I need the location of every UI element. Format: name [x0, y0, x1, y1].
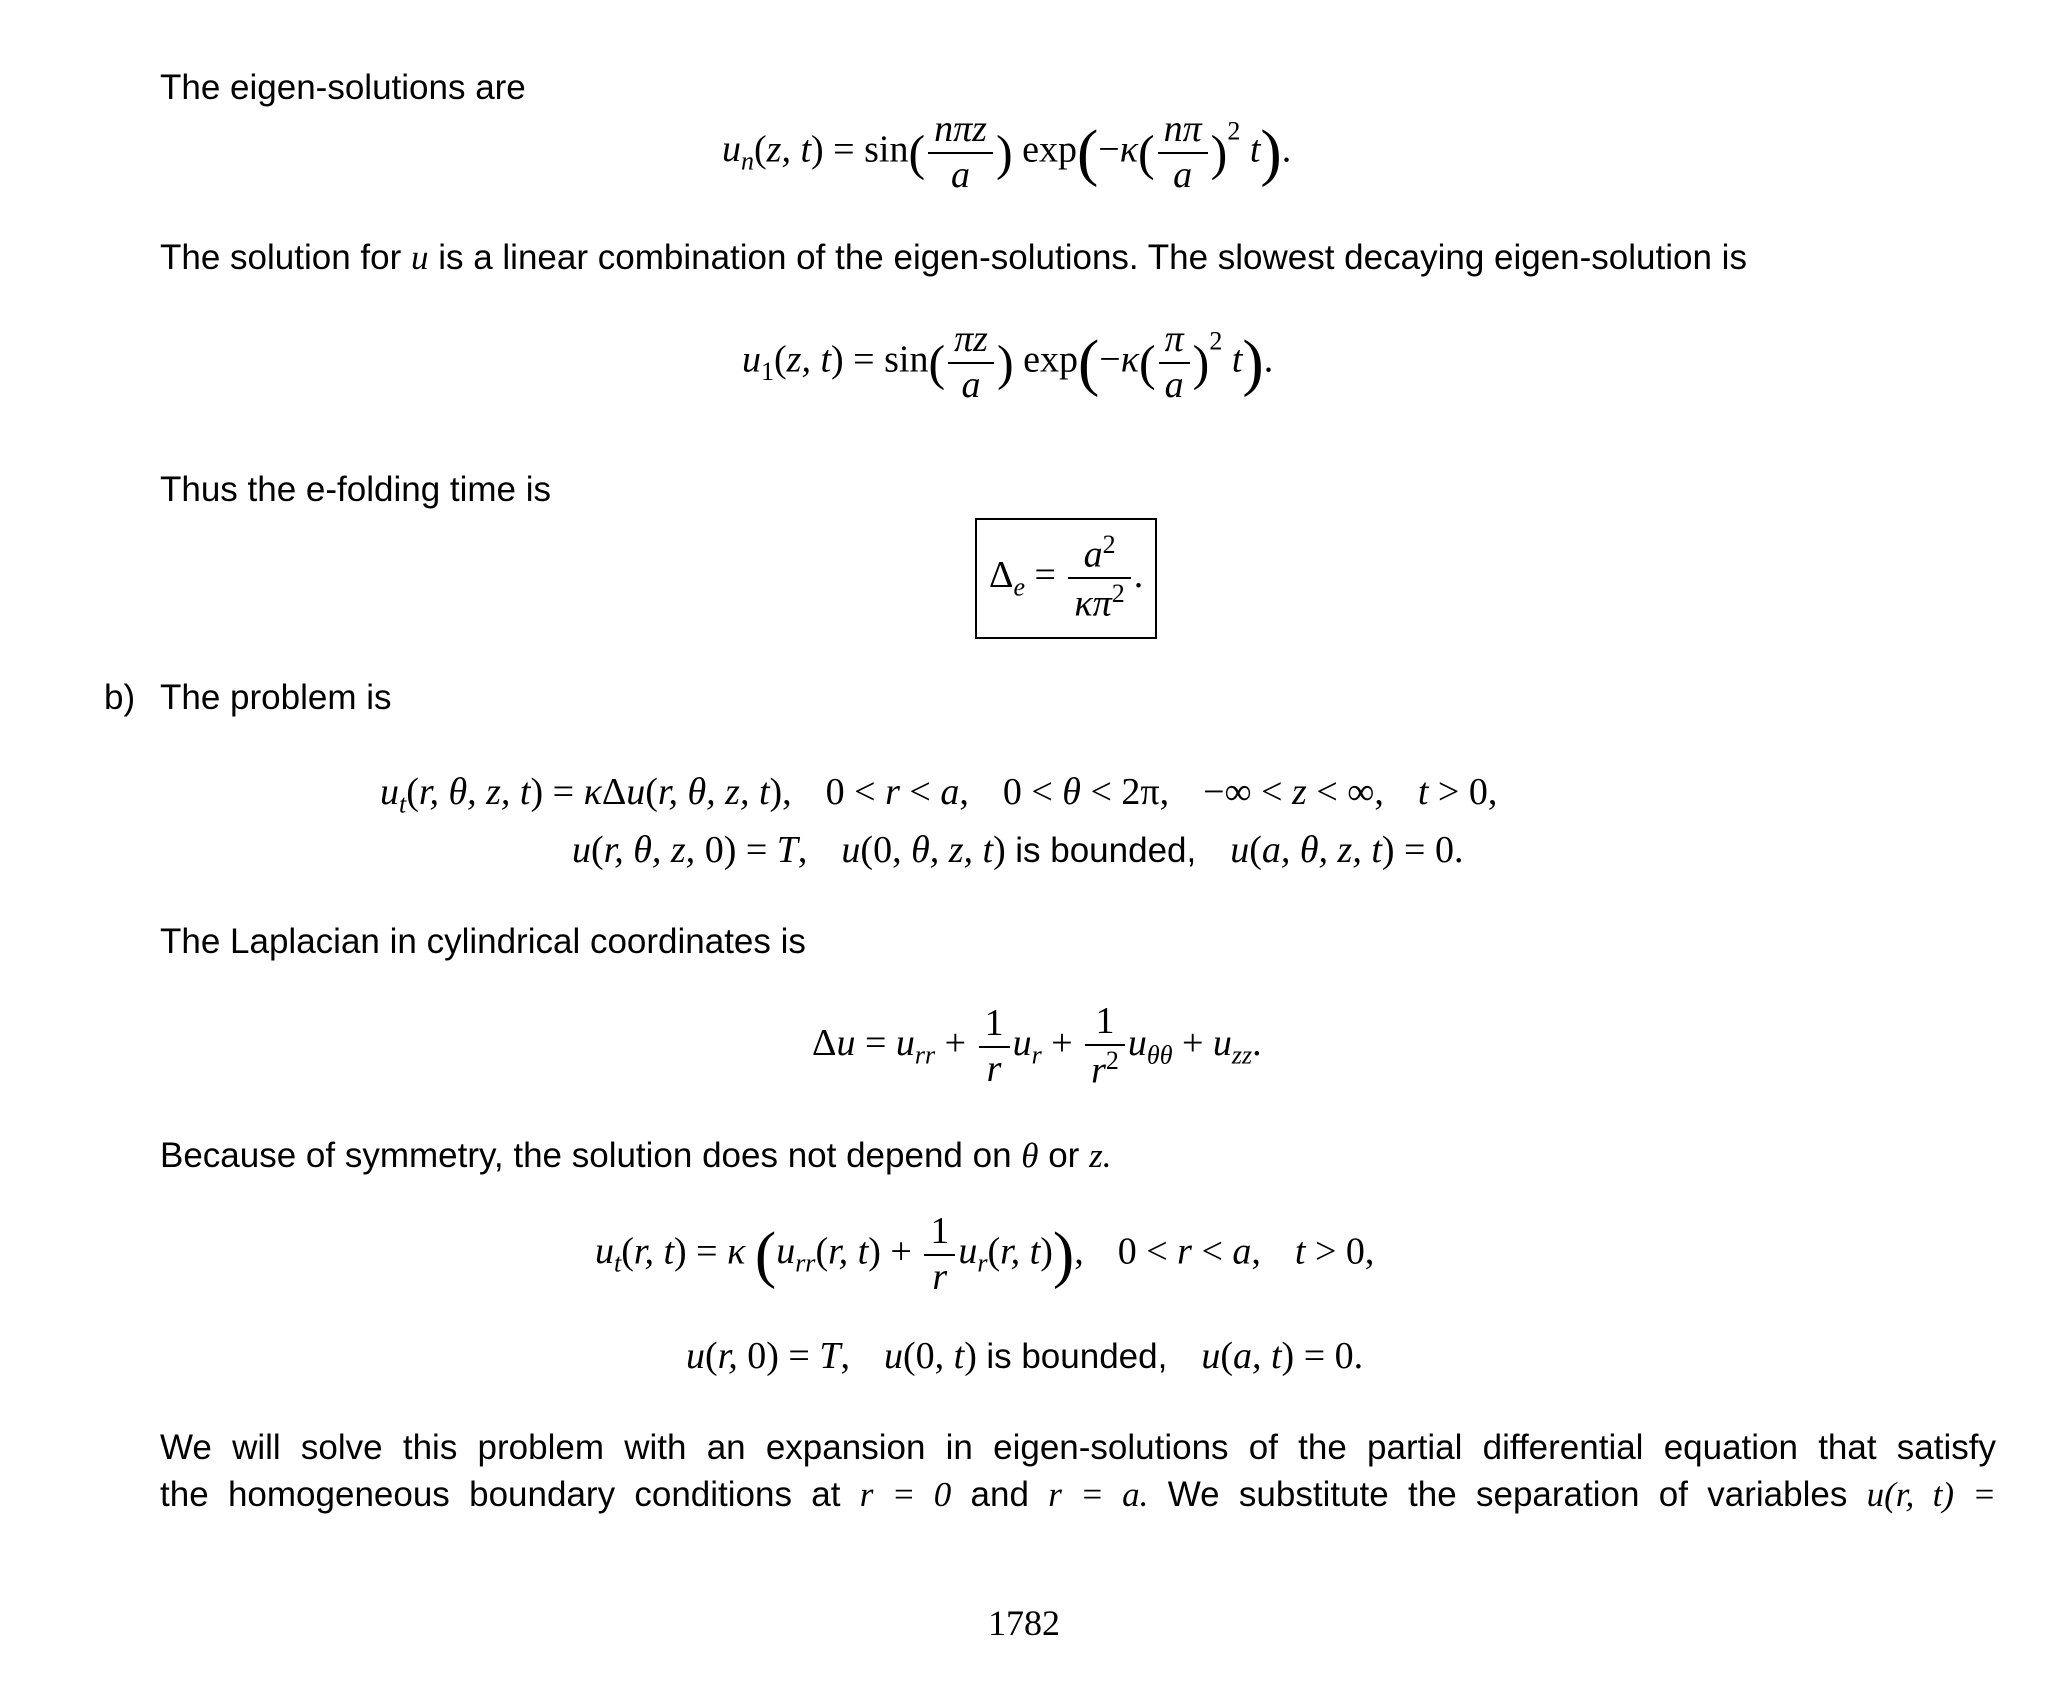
paragraph-efolding-intro: Thus the e-folding time is [160, 470, 552, 509]
paragraph-symmetry: Because of symmetry, the solution does not depend on θ or z. [160, 1136, 1112, 1175]
equation-bc-radial: u(r, 0) = T, u(0, t) is bounded, u(a, t) = 0. [686, 1335, 1364, 1377]
paragraph-linear-combination: The solution for u is a linear combination of the eigen-solutions. The slowest decaying eigen-solution is [160, 238, 1747, 277]
equation-pde-radial: $u_t(r$, t) = κ ($u_{rr}(r$, t) + $\frac{1}{r}$ $u_r(r$, t)), 0 < r < a, t > 0, [595, 1210, 1375, 1298]
paragraph-laplacian-intro: The Laplacian in cylindrical coordinates is [160, 922, 806, 961]
page-number: 1782 [988, 1603, 1060, 1643]
paragraph-eigen-intro: The eigen-solutions are [160, 68, 526, 107]
equation-eigen-solution: $u_n(z$, t) = sin( $\frac{\text{nπz}}{a}$ ) exp(−κ( $\frac{n\pi}{a}$ )$^2$ t). [722, 108, 1292, 196]
equation-pde-3d: $u_t(r$, θ, z, t) = κΔu(r, θ, z, t), 0 < r < a, 0 < θ < 2π, −∞ < z < ∞, t > 0, [380, 771, 1498, 819]
equation-bc-3d: u(r, θ, z, 0) = T, u(0, θ, z, t) is bounded, u(a, θ, z, t) = 0. [572, 829, 1464, 871]
equation-efolding-time: $\Delta_e$ = $\frac{a^2}{\kappa\pi^2}$ . [975, 518, 1157, 639]
part-label-b: b) [104, 678, 136, 717]
paragraph-problem-intro: The problem is [160, 678, 392, 717]
paragraph-expansion-line2: the homogeneous boundary conditions at r = 0 and r = a. We substitute the separation of variables u(r, t) = [160, 1475, 1996, 1514]
equation-slowest-eigen-solution: $u_1(z$, t) = sin( $\frac{\pi z}{a}$ ) exp(−κ( $\frac{\pi}{a}$ )$^2$ t). [742, 318, 1274, 406]
equation-laplacian: $\Delta u = u_{rr}$ + $\frac{1}{r}$ $u_r$ + $\frac{1}{r^2}$ $u_{\theta\theta} + u_{zz}$. [812, 1000, 1262, 1092]
paragraph-expansion-line1: We will solve this problem with an expansion in eigen-solutions of the partial differential equation that satisfy [160, 1428, 1996, 1467]
